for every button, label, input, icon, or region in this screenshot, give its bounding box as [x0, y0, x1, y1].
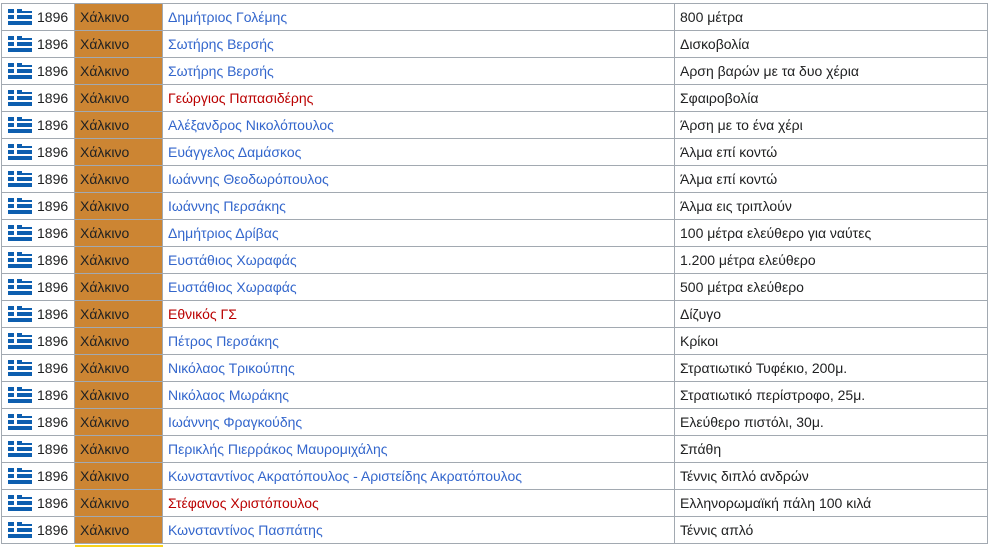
medal-cell: [75, 517, 163, 544]
medal-cell: [75, 220, 163, 247]
medal-cell: [75, 31, 163, 58]
greece-flag-icon[interactable]: [8, 252, 32, 268]
greece-flag-icon[interactable]: [8, 225, 32, 241]
event-cell: [675, 409, 988, 436]
year-text: 1896: [37, 144, 69, 160]
medal-table: [1, 3, 988, 544]
year-text: 1896: [37, 171, 69, 187]
table-row: [2, 328, 988, 355]
athlete-link[interactable]: Νικόλαος Μωράκης: [168, 387, 290, 403]
greece-flag-icon[interactable]: [8, 414, 32, 430]
medal-cell: [75, 58, 163, 85]
table-row: [2, 355, 988, 382]
year-cell: [2, 193, 75, 220]
athlete-cell: [163, 85, 675, 112]
athlete-link[interactable]: Ευστάθιος Χωραφάς: [168, 252, 297, 268]
event-cell: [675, 247, 988, 274]
year-text: 1896: [37, 387, 69, 403]
event-text: Τέννις απλό: [680, 522, 754, 538]
medal-cell: [75, 490, 163, 517]
medal-cell: [75, 382, 163, 409]
event-cell: [675, 463, 988, 490]
event-cell: [675, 139, 988, 166]
medal-text: Χάλκινο: [80, 360, 130, 376]
medal-text: Χάλκινο: [80, 90, 130, 106]
event-text: Τέννις διπλό ανδρών: [680, 468, 809, 484]
medal-text: Χάλκινο: [80, 171, 130, 187]
year-cell: [2, 328, 75, 355]
athlete-cell: [163, 166, 675, 193]
greece-flag-icon[interactable]: [8, 387, 32, 403]
medal-text: Χάλκινο: [80, 441, 130, 457]
greece-flag-icon[interactable]: [8, 441, 32, 457]
greece-flag-icon[interactable]: [8, 522, 32, 538]
medal-cell: [75, 139, 163, 166]
event-text: Σπάθη: [680, 441, 722, 457]
event-text: 1.200 μέτρα ελεύθερο: [680, 252, 816, 268]
event-text: Άλμα επί κοντώ: [680, 171, 778, 187]
athlete-cell: [163, 301, 675, 328]
event-cell: [675, 517, 988, 544]
medal-text: Χάλκινο: [80, 522, 130, 538]
year-cell: [2, 382, 75, 409]
medal-cell: [75, 436, 163, 463]
event-text: Άλμα εις τριπλούν: [680, 198, 792, 214]
greece-flag-icon[interactable]: [8, 117, 32, 133]
medal-text: Χάλκινο: [80, 198, 130, 214]
athlete-link[interactable]: Δημήτριος Δρίβας: [168, 225, 279, 241]
year-cell: [2, 247, 75, 274]
year-text: 1896: [37, 441, 69, 457]
athlete-cell: [163, 193, 675, 220]
year-text: 1896: [37, 306, 69, 322]
medal-text: Χάλκινο: [80, 333, 130, 349]
medal-cell: [75, 355, 163, 382]
athlete-cell: [163, 517, 675, 544]
year-text: 1896: [37, 252, 69, 268]
table-row: [2, 490, 988, 517]
year-cell: [2, 463, 75, 490]
athlete-cell: [163, 355, 675, 382]
event-text: Στρατιωτικό περίστροφο, 25μ.: [680, 387, 866, 403]
year-text: 1896: [37, 333, 69, 349]
medal-cell: [75, 409, 163, 436]
table-row: [2, 463, 988, 490]
table-row: [2, 4, 988, 31]
table-row: [2, 193, 988, 220]
table-row: [2, 139, 988, 166]
year-cell: [2, 112, 75, 139]
year-cell: [2, 166, 75, 193]
athlete-cell: [163, 409, 675, 436]
year-cell: [2, 31, 75, 58]
table-row: [2, 220, 988, 247]
medal-cell: [75, 4, 163, 31]
year-text: 1896: [37, 360, 69, 376]
greece-flag-icon[interactable]: [8, 279, 32, 295]
greece-flag-icon[interactable]: [8, 171, 32, 187]
greece-flag-icon[interactable]: [8, 9, 32, 25]
event-text: Άλμα επί κοντώ: [680, 144, 778, 160]
greece-flag-icon[interactable]: [8, 198, 32, 214]
event-cell: [675, 112, 988, 139]
athlete-cell: [163, 382, 675, 409]
table-row: [2, 112, 988, 139]
table-row: [2, 301, 988, 328]
table-row: [2, 436, 988, 463]
athlete-cell: [163, 139, 675, 166]
medal-text: Χάλκινο: [80, 63, 130, 79]
athlete-link[interactable]: Ιωάννης Θεοδωρόπουλος: [168, 171, 329, 187]
greece-flag-icon[interactable]: [8, 144, 32, 160]
event-text: Δισκοβολία: [680, 36, 750, 52]
year-text: 1896: [37, 63, 69, 79]
athlete-cell: [163, 274, 675, 301]
event-text: Σφαιροβολία: [680, 90, 759, 106]
medal-text: Χάλκινο: [80, 225, 130, 241]
medal-text: Χάλκινο: [80, 306, 130, 322]
year-text: 1896: [37, 279, 69, 295]
event-text: 800 μέτρα: [680, 9, 744, 25]
table-row: [2, 58, 988, 85]
event-cell: [675, 4, 988, 31]
table-row: [2, 517, 988, 544]
medal-text: Χάλκινο: [80, 36, 130, 52]
event-cell: [675, 58, 988, 85]
athlete-link[interactable]: Κωνσταντίνος Ακρατόπουλος - Αριστείδης Ακρατόπουλος: [168, 468, 522, 484]
medal-text: Χάλκινο: [80, 279, 130, 295]
event-text: Στρατιωτικό Τυφέκιο, 200μ.: [680, 360, 848, 376]
event-cell: [675, 166, 988, 193]
athlete-cell: [163, 31, 675, 58]
event-cell: [675, 490, 988, 517]
event-text: 100 μέτρα ελεύθερο για ναύτες: [680, 225, 872, 241]
year-cell: [2, 220, 75, 247]
year-cell: [2, 58, 75, 85]
table-row: [2, 166, 988, 193]
event-cell: [675, 355, 988, 382]
athlete-cell: [163, 247, 675, 274]
table-row: [2, 382, 988, 409]
greece-flag-icon[interactable]: [8, 90, 32, 106]
medal-cell: [75, 193, 163, 220]
year-cell: [2, 436, 75, 463]
medal-cell: [75, 301, 163, 328]
year-cell: [2, 490, 75, 517]
athlete-link[interactable]: Γεώργιος Παπασιδέρης: [168, 90, 314, 106]
year-cell: [2, 355, 75, 382]
athlete-link[interactable]: Σωτήρης Βερσής: [168, 36, 274, 52]
greece-flag-icon[interactable]: [8, 360, 32, 376]
event-cell: [675, 274, 988, 301]
year-text: 1896: [37, 117, 69, 133]
greece-flag-icon[interactable]: [8, 63, 32, 79]
athlete-cell: [163, 328, 675, 355]
year-text: 1896: [37, 495, 69, 511]
athlete-link[interactable]: Ιωάννης Φραγκούδης: [168, 414, 303, 430]
table-row: [2, 85, 988, 112]
medal-cell: [75, 247, 163, 274]
medal-cell: [75, 85, 163, 112]
table-row: [2, 409, 988, 436]
medal-text: Χάλκινο: [80, 252, 130, 268]
greece-flag-icon[interactable]: [8, 468, 32, 484]
medal-text: Χάλκινο: [80, 495, 130, 511]
greece-flag-icon[interactable]: [8, 306, 32, 322]
event-text: Δίζυγο: [680, 306, 722, 322]
table-row: [2, 247, 988, 274]
medal-cell: [75, 112, 163, 139]
athlete-link[interactable]: Ιωάννης Περσάκης: [168, 198, 286, 214]
athlete-link[interactable]: Ευάγγελος Δαμάσκος: [168, 144, 302, 160]
event-text: Ελληνορωμαϊκή πάλη 100 κιλά: [680, 495, 872, 511]
event-cell: [675, 220, 988, 247]
year-text: 1896: [37, 9, 69, 25]
year-cell: [2, 301, 75, 328]
athlete-cell: [163, 4, 675, 31]
year-text: 1896: [37, 198, 69, 214]
event-text: Άρση με το ένα χέρι: [680, 117, 803, 133]
year-cell: [2, 4, 75, 31]
medal-text: Χάλκινο: [80, 414, 130, 430]
year-cell: [2, 139, 75, 166]
athlete-link[interactable]: Περικλής Πιερράκος Μαυρομιχάλης: [168, 441, 388, 457]
medal-table-body: [2, 4, 988, 544]
athlete-link[interactable]: Εθνικός ΓΣ: [168, 306, 237, 322]
event-cell: [675, 193, 988, 220]
athlete-cell: [163, 436, 675, 463]
medal-text: Χάλκινο: [80, 117, 130, 133]
year-text: 1896: [37, 468, 69, 484]
athlete-cell: [163, 112, 675, 139]
greece-flag-icon[interactable]: [8, 495, 32, 511]
year-cell: [2, 517, 75, 544]
athlete-link[interactable]: Δημήτριος Γολέμης: [168, 9, 288, 25]
event-text: 500 μέτρα ελεύθερο: [680, 279, 804, 295]
year-text: 1896: [37, 522, 69, 538]
medal-cell: [75, 328, 163, 355]
event-text: Αρση βαρών με τα δυο χέρια: [680, 63, 859, 79]
medal-cell: [75, 463, 163, 490]
medal-cell: [75, 274, 163, 301]
athlete-link[interactable]: Ευστάθιος Χωραφάς: [168, 279, 297, 295]
year-cell: [2, 274, 75, 301]
year-cell: [2, 85, 75, 112]
event-cell: [675, 328, 988, 355]
greece-flag-icon[interactable]: [8, 333, 32, 349]
athlete-link[interactable]: Στέφανος Χριστόπουλος: [168, 495, 319, 511]
year-cell: [2, 409, 75, 436]
athlete-link[interactable]: Αλέξανδρος Νικολόπουλος: [168, 117, 334, 133]
athlete-cell: [163, 463, 675, 490]
event-cell: [675, 31, 988, 58]
medal-text: Χάλκινο: [80, 468, 130, 484]
event-cell: [675, 436, 988, 463]
year-text: 1896: [37, 90, 69, 106]
medal-text: Χάλκινο: [80, 9, 130, 25]
athlete-cell: [163, 490, 675, 517]
year-text: 1896: [37, 36, 69, 52]
event-cell: [675, 301, 988, 328]
athlete-link[interactable]: Σωτήρης Βερσής: [168, 63, 274, 79]
athlete-cell: [163, 220, 675, 247]
medal-cell: [75, 166, 163, 193]
medal-text: Χάλκινο: [80, 387, 130, 403]
athlete-link[interactable]: Νικόλαος Τρικούπης: [168, 360, 295, 376]
event-text: Κρίκοι: [680, 333, 719, 349]
event-cell: [675, 382, 988, 409]
athlete-cell: [163, 58, 675, 85]
athlete-link[interactable]: Κωνσταντίνος Πασπάτης: [168, 522, 323, 538]
medal-text: Χάλκινο: [80, 144, 130, 160]
greece-flag-icon[interactable]: [8, 36, 32, 52]
table-row: [2, 274, 988, 301]
year-text: 1896: [37, 225, 69, 241]
year-text: 1896: [37, 414, 69, 430]
athlete-link[interactable]: Πέτρος Περσάκης: [168, 333, 279, 349]
event-text: Ελεύθερο πιστόλι, 30μ.: [680, 414, 824, 430]
table-row: [2, 31, 988, 58]
event-cell: [675, 85, 988, 112]
